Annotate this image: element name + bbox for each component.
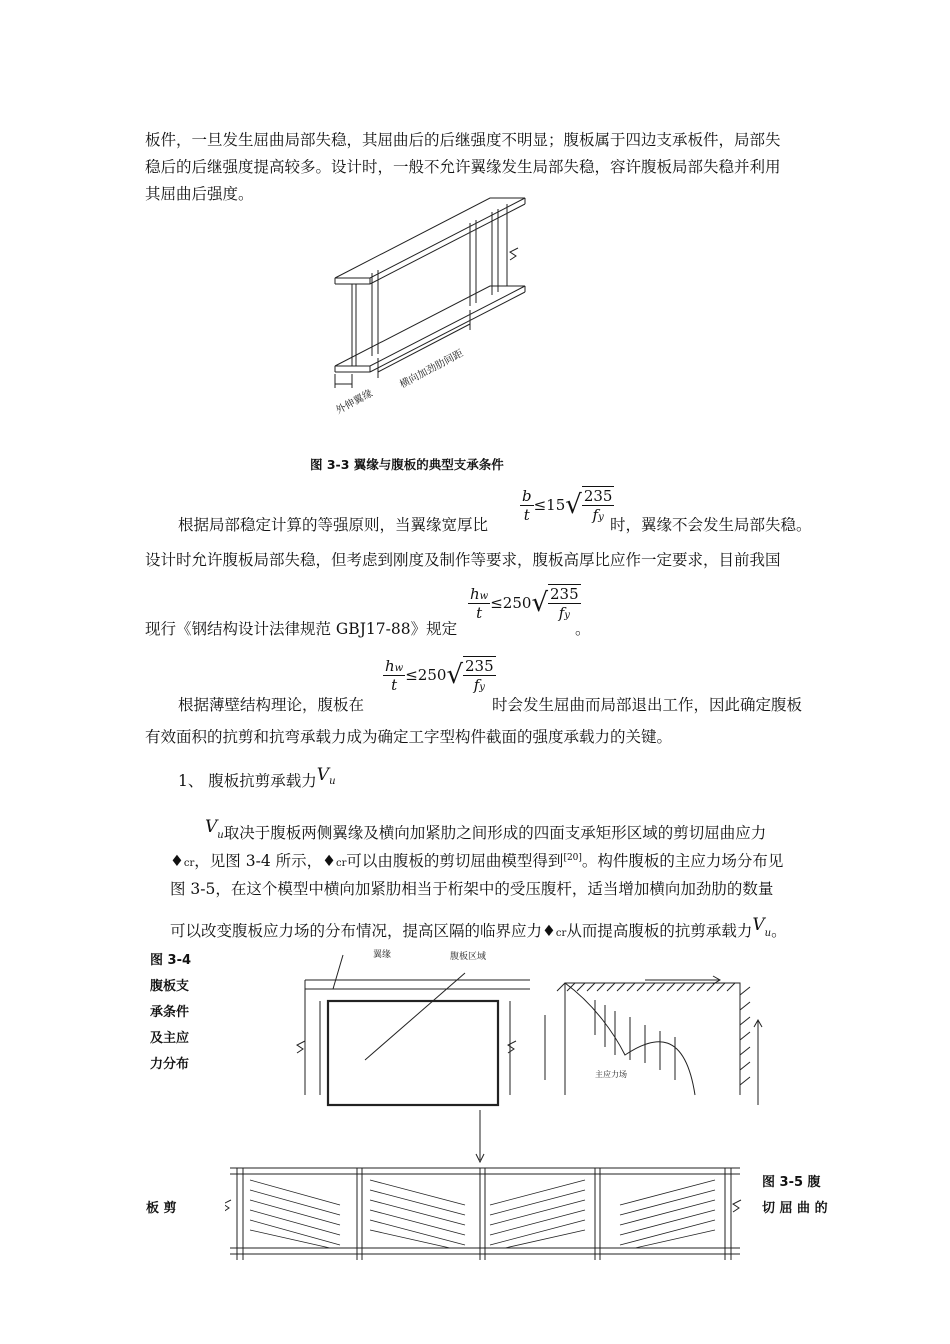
label-web-region: 腹板区域 (450, 952, 487, 962)
formula-rad-den: f (558, 604, 565, 622)
formula-rad-num: 235 (583, 487, 613, 505)
paragraph-text: 取决于腹板两侧翼缘及横向加紧肋之间形成的四面支承矩形区域的剪切屈曲应力 (223, 824, 767, 842)
paragraph-text: 。构件腹板的主应力场分布见 (581, 852, 784, 871)
tau-sub: cr (555, 928, 567, 939)
reference-marker[interactable]: [20] (563, 853, 582, 863)
formula-rel: ≤250 (405, 666, 447, 684)
formula-rel: ≤250 (490, 594, 532, 612)
tau-symbol: ♦ (170, 852, 184, 871)
figure-3-4-drawing (295, 945, 775, 1110)
paragraph-text: ，见图 3-4 所示， (194, 852, 323, 871)
figure-3-5-drawing (225, 1110, 750, 1265)
formula-rel: ≤15 (533, 496, 566, 514)
heading-symbol: V (316, 765, 330, 785)
caption-line: 力分布 (150, 1057, 190, 1072)
figure-3-3-caption: 图 3-3 翼缘与腹板的典型支承条件 (310, 457, 504, 472)
figure-3-5-caption-line: 图 3-5 腹 (762, 1175, 821, 1190)
paragraph-line: 。 (575, 620, 591, 638)
paragraph-line: 设计时允许腹板局部失稳，但考虑到刚度及制作等要求，腹板高厚比应作一定要求，目前我国 (145, 551, 781, 569)
formula-rad-sub: y (564, 610, 570, 621)
figure-3-3-drawing (320, 188, 540, 433)
sqrt-icon: √ (446, 660, 464, 690)
formula-rad-num: 235 (465, 657, 494, 675)
figure-3-4-caption (150, 948, 191, 1078)
symbol-vu-sub: u (764, 928, 772, 939)
paragraph-line: 现行《钢结构设计法律规范 GBJ17-88》规定 (145, 620, 458, 638)
paragraph-line: 时会发生屈曲而局部退出工作，因此确定腹板 (492, 696, 803, 714)
tau-symbol: ♦ (542, 922, 556, 940)
symbol-vu-sub: u (217, 830, 224, 841)
paragraph-text: 可以改变腹板应力场的分布情况，提高区隔的临界应力 (170, 922, 543, 940)
caption-line: 及主应 (150, 1031, 190, 1046)
formula-den: t (391, 675, 398, 694)
formula-num: h (470, 584, 480, 603)
paragraph-text: 可以由腹板的剪切屈曲模型得到 (346, 852, 564, 871)
label-flange: 翼缘 (373, 950, 392, 960)
formula-num-sub: w (479, 590, 489, 602)
label-stiffener-spacing: 横向加劲肋间距 (398, 348, 466, 391)
formula-flange-ratio (520, 486, 614, 524)
formula-num: h (385, 656, 395, 675)
formula-rad-num: 235 (550, 585, 579, 603)
formula-web-ratio (468, 584, 581, 622)
tau-symbol: ♦ (322, 852, 337, 871)
tau-sub: cr (183, 858, 195, 870)
sqrt-icon: √ (565, 490, 582, 520)
tension-field-arrows (250, 1180, 715, 1248)
sqrt-icon: √ (531, 588, 549, 618)
formula-rad-den: f (592, 506, 599, 524)
figure-3-5-caption-left: 板 剪 (146, 1201, 177, 1216)
paragraph-text: 。 (771, 922, 787, 940)
paragraph-line: 时，翼缘不会发生局部失稳。 (610, 516, 812, 534)
section-heading (178, 760, 336, 797)
formula-num-sub: w (394, 662, 404, 674)
paragraph-line: 板件，一旦发生屈曲局部失稳，其屈曲后的后继强度不明显；腹板属于四边支承板件，局部失 (145, 131, 781, 149)
paragraph-line: 稳后的后继强度提高较多。设计时，一般不允许翼缘发生局部失稳，容许腹板局部失稳并利用 (145, 158, 781, 176)
paragraph-line: 根据局部稳定计算的等强原则，当翼缘宽厚比 (178, 516, 489, 534)
caption-line: 腹板支 (150, 979, 190, 994)
symbol-vu: V (752, 915, 765, 935)
formula-web-ratio-2 (383, 656, 496, 694)
label-stress-field: 主应力场 (595, 1070, 627, 1079)
paragraph-line (170, 910, 787, 949)
paragraph-line: 其屈曲后强度。 (145, 185, 254, 203)
caption-line: 承条件 (150, 1005, 190, 1020)
heading-text: 1、 腹板抗剪承载力 (178, 772, 317, 790)
paragraph-text: 从而提高腹板的抗剪承载力 (566, 922, 753, 940)
caption-line: 图 3-4 (150, 953, 192, 968)
paragraph-line: 图 3-5，在这个模型中横向加紧肋相当于桁架中的受压腹杆，适当增加横向加劲肋的数量 (170, 880, 774, 898)
formula-rad-sub: y (598, 512, 604, 523)
formula-den: t (523, 505, 530, 524)
heading-symbol-sub: u (329, 776, 336, 787)
tau-sub: cr (336, 858, 347, 870)
paragraph-line: 有效面积的抗剪和抗弯承载力成为确定工字型构件截面的强度承载力的关键。 (145, 728, 673, 746)
formula-num: b (522, 486, 532, 505)
symbol-vu: V (205, 817, 218, 837)
formula-rad-sub: y (479, 682, 485, 693)
label-outstand-flange: 外伸翼缘 (334, 388, 375, 417)
formula-den: t (476, 603, 483, 622)
figure-3-5-caption-line: 切 屈 曲 的 (762, 1201, 828, 1216)
formula-rad-den: f (473, 676, 480, 694)
paragraph-line: 根据薄壁结构理论，腹板在 (178, 696, 365, 714)
